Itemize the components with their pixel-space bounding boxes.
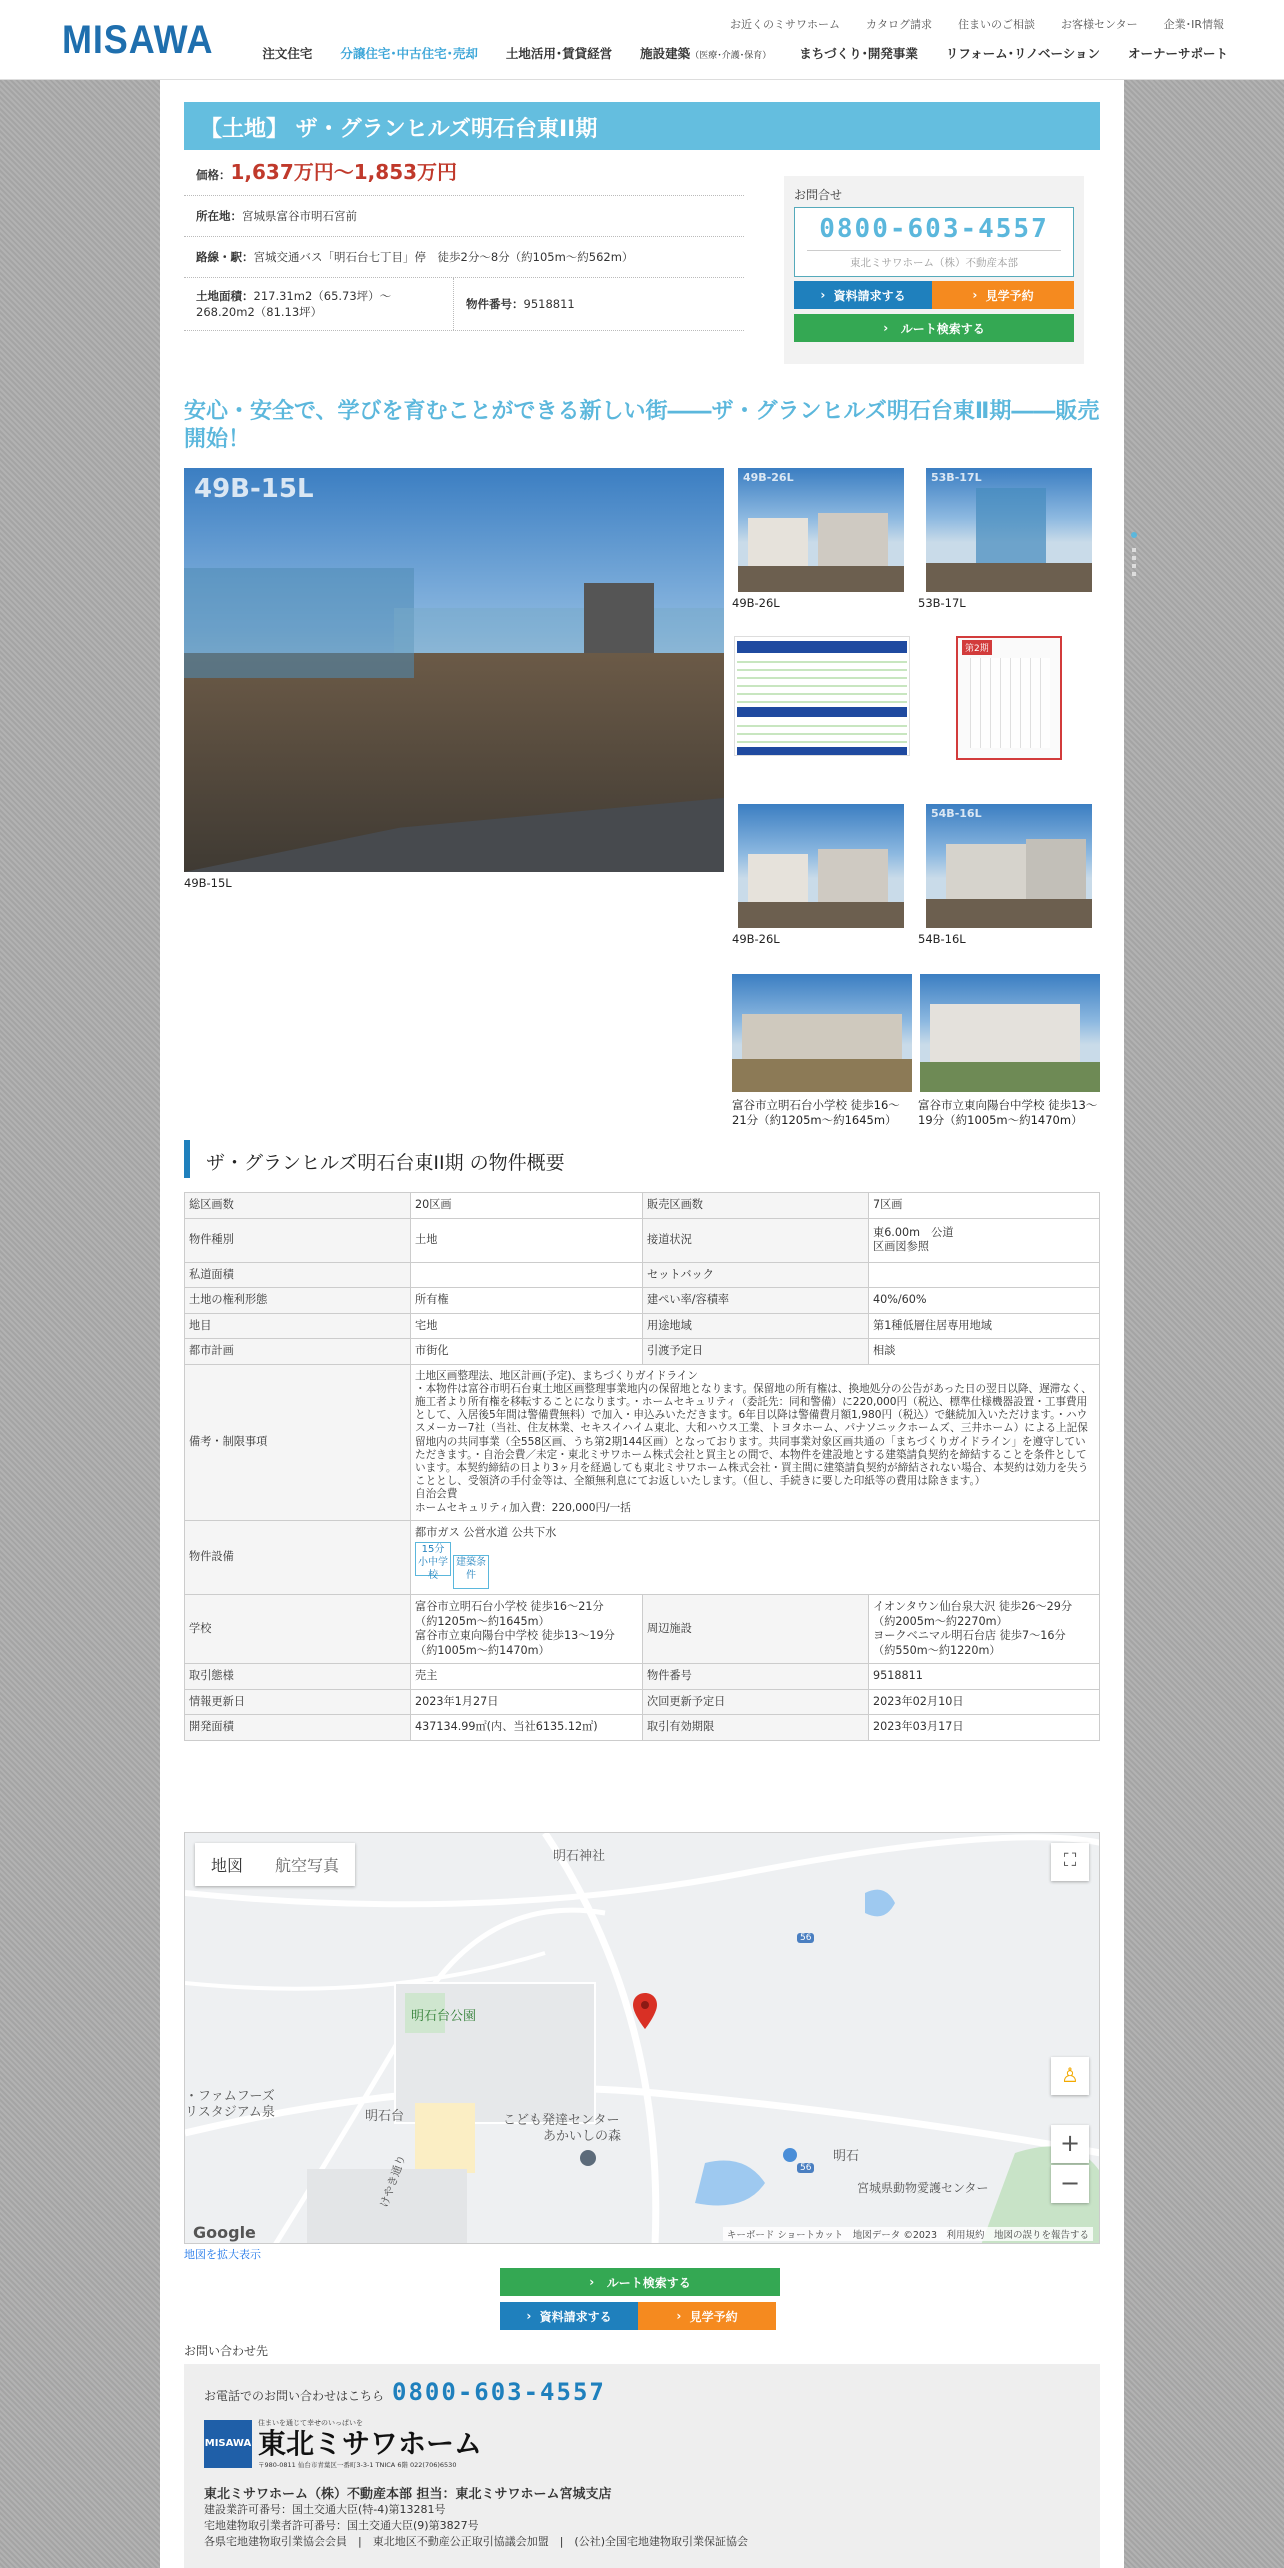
spec-label: 備考・制限事項 [185,1364,411,1520]
spec-label: 接道状況 [643,1218,869,1262]
school-photo-junior[interactable] [920,974,1100,1092]
route-button-bottom[interactable] [500,2268,780,2296]
spec-label: 周辺施設 [643,1595,869,1664]
thumb-caption: 54B-16L [918,932,966,946]
area-value: 217.31m2（65.73坪）～268.20m2（81.13坪） [196,289,392,319]
spec-label: 地目 [185,1313,411,1339]
scroll-indicator-icon[interactable] [1131,532,1137,538]
site-plan-image[interactable] [956,636,1062,760]
main-photo-caption: 49B-15L [184,876,232,890]
thumb-caption: 53B-17L [918,596,966,610]
map[interactable] [184,1832,1100,2244]
chevron-right-icon: › [676,2309,690,2323]
satellite-tab[interactable]: 航空写真 [275,1856,340,1875]
address-value: 宮城県富谷市明石宮前 [242,209,357,223]
bottom-buttons [500,2302,776,2330]
main-photo[interactable] [184,468,724,872]
spec-value: 9518811 [869,1664,1100,1690]
nav-facility-label: 施設建築 [640,46,691,61]
chevron-right-icon: › [589,2275,607,2289]
spec-label: 学校 [185,1595,411,1664]
spec-table [184,1192,1100,1741]
thumb-caption: 49B-26L [732,932,780,946]
spec-value: 第1種低層住居専用地域 [869,1313,1100,1339]
spec-value [411,1262,643,1288]
nav-reform[interactable]: リフォーム･リノベーション [945,46,1100,61]
page-title: 【土地】 ザ・グランヒルズ明石台東II期 [184,102,1100,150]
chevron-right-icon: › [526,2309,540,2323]
spec-value: 売主 [411,1664,643,1690]
table-row [185,1689,1100,1715]
contact-box [784,176,1084,364]
top-link-catalog[interactable]: カタログ請求 [866,18,933,31]
address-row [184,196,744,237]
tel-box [794,207,1074,277]
site-plan-tag: 第2期 [962,640,992,655]
route-value: 宮城交通バス「明石台七丁目」停 徒歩2分～8分（約105m～約562m） [253,250,634,264]
spec-label: 取引態様 [185,1664,411,1690]
thumb-caption: 49B-26L [732,596,780,610]
spec-value: 市街化 [411,1339,643,1365]
spec-value: 宅地 [411,1313,643,1339]
map-label: けやき通り [377,2153,409,2210]
table-row [185,1664,1100,1690]
price-row [184,160,744,196]
spec-label: 用途地域 [643,1313,869,1339]
headline: 安心・安全で、学びを育むことができる新しい街――ザ・グランヒルズ明石台東Ⅱ期――販売開始！ [184,399,1100,452]
spec-value: 所有権 [411,1288,643,1314]
route-label: 路線・駅： [196,250,254,264]
top-link-consult[interactable]: 住まいのご相談 [958,18,1036,31]
visit-button[interactable] [932,281,1074,309]
nav-owner[interactable]: オーナーサポート [1127,46,1228,61]
nav-land-use[interactable]: 土地活用･賃貸経営 [505,46,613,61]
thumb-tag: 49B-26L [743,471,794,484]
thumb-54b-16l[interactable] [926,804,1092,928]
brand-address: 〒980-0811 仙台市青葉区一番町3-3-1 TNICA 6階 022(706)6530 [258,2461,457,2469]
school-badge-icon: 15分 小中学校 [415,1542,451,1576]
map-label: あかいしの森 [543,2129,622,2144]
spec-label: セットバック [643,1262,869,1288]
request-button-label: 資料請求する [833,288,906,303]
visit-button-label: 見学予約 [985,288,1034,303]
google-logo: Google [193,2223,256,2242]
spec-label: 販売区画数 [643,1193,869,1219]
notes-line: ・本物件は富谷市明石台東土地区画整理事業地内の保留地となります。保留地の所有権は、換地処分の公告があった日の翌日以降、遅滞なく、施工者より所有権を移転することになります。・ホームセキュリティ（委託先：同和警備）に220,000円（税込、標準仕様機器設置・工事費用として、入居後5年間は警備費無料）で加入・申込みいただきます。6年目以降は警備費月額1,980円（税込）で継続加入いただけます。・ハウスメーカー7社（当社、住友林業、セキスイハイム東北、大和ハウス工業、トヨタホーム、パナソニックホームズ、三井ホーム）による上記保留地内の共同事業（全558区画、うち第2期144区画）となっております。共同事業対象区画共通の「まちづくりガイドライン」を遵守していただきます。・自治会費／未定・東北ミサワホーム株式会社と買主との間で、本物件を建設地とする建築請負契約を締結することを条件としています。本契約締結の日より3ヶ月を経過しても東北ミサワホーム株式会社・買主間に建築請負契約が締結されない場合、本契約は効力を失うこととし、受領済の手付金等は、全額無利息にてお返しいたします。（但し、手続きに要した印紙等の費用は除きます。） [415,1382,1092,1488]
map-label: 明石台 [365,2109,405,2124]
inquiry-label: お問い合わせ先 [184,2344,269,2358]
request-button-bottom[interactable] [500,2302,638,2330]
equipment-value [411,1520,1100,1595]
request-button[interactable] [794,281,932,309]
map-label: リスタジアム泉 [185,2105,275,2120]
route-button[interactable] [794,314,1074,342]
table-row [185,1313,1100,1339]
school-line: （約1205m～約1645m） [415,1614,550,1628]
table-row [185,1595,1100,1664]
footer-company: 東北ミサワホーム（株）不動産本部 担当：東北ミサワホーム宮城支店 [204,2487,612,2502]
spec-value: 相談 [869,1339,1100,1365]
nav-subdivision[interactable]: 分譲住宅･中古住宅･売却 [340,46,478,61]
spec-value: 437134.99㎡(内、当社6135.12㎡) [411,1715,643,1741]
chevron-right-icon: › [883,321,901,335]
location-pin-icon[interactable] [633,1993,657,2029]
contact-label: お問合せ [794,188,843,202]
facility-line: （約2005m～約2270m） [873,1614,1008,1628]
footer-tel[interactable]: 0800-603-4557 [392,2378,606,2406]
company-logo [204,2418,1080,2469]
chevron-right-icon: › [820,288,834,302]
map-footer[interactable]: キーボード ショートカット 地図データ ©2023 利用規約 地図の誤りを報告する [723,2227,1093,2241]
facility-line: イオンタウン仙台泉大沢 徒歩26～29分 [873,1600,1073,1614]
brand-tagline: 住まいを通じて幸せのいっぱいを [258,2419,363,2427]
propno-label: 物件番号： [466,297,524,311]
property-info [184,160,744,331]
top-links [730,16,1224,32]
contact-company: 東北ミサワホーム（株）不動産本部 [807,250,1061,270]
table-row [185,1218,1100,1262]
thumb-49b-26l[interactable] [738,468,904,592]
nav-facility-sub: （医療･介護･保育） [690,51,772,61]
thumb-53b-17l[interactable] [926,468,1092,592]
nav-facility[interactable] [640,44,771,62]
zoom-in-button[interactable]: + [1051,2125,1089,2163]
spec-value [869,1262,1100,1288]
notes-line: ホームセキュリティ加入費：220,000円/一括 [415,1501,631,1514]
spec-label: 都市計画 [185,1339,411,1365]
spec-label: 物件設備 [185,1520,411,1595]
notes-value [411,1364,1100,1520]
address-label: 所在地： [196,209,242,223]
route-row [184,237,744,278]
misawa-badge-icon: MISAWA [204,2420,252,2468]
footer-tel-label: お電話でのお問い合わせはこちら [204,2389,385,2403]
table-row [185,1262,1100,1288]
spec-value: 2023年1月27日 [411,1689,643,1715]
section-title: ザ・グランヒルズ明石台東II期 の物件概要 [184,1140,1100,1178]
facility-line: （約550m～約1220m） [873,1643,1001,1657]
price-value: 1,637万円～1,853万円 [230,160,458,184]
map-label: 明石 [833,2149,860,2164]
spec-value: 2023年03月17日 [869,1715,1100,1741]
house-badge-icon: 建築条件 [453,1555,489,1589]
spec-label: 土地の権利形態 [185,1288,411,1314]
road-line: 東6.00m 公道 [873,1225,954,1239]
spec-value: 2023年02月10日 [869,1689,1100,1715]
table-row [185,1520,1100,1595]
license-2: 宅地建物取引業者許可番号：国土交通大臣(9)第3827号 [204,2519,479,2532]
spec-label: 総区画数 [185,1193,411,1219]
license-1: 建設業許可番号：国土交通大臣(特-4)第13281号 [204,2503,446,2516]
equipment-text: 都市ガス 公営水道 公共下水 [415,1525,557,1539]
associations: 各県宅地建物取引業協会会員 | 東北地区不動産公正取引協議会加盟 | (公社)全国宅地建物取引業保証協会 [204,2535,748,2548]
table-row [185,1715,1100,1741]
map-tab[interactable]: 地図 [211,1856,244,1875]
chevron-right-icon: › [972,288,986,302]
price-list-image[interactable] [734,636,910,756]
price-label: 価格： [196,168,231,182]
top-link-ir[interactable]: 企業･IR情報 [1163,18,1224,31]
nav-town[interactable]: まちづくり･開発事業 [799,46,918,61]
thumb-tag: 53B-17L [931,471,982,484]
spec-value: 20区画 [411,1193,643,1219]
main-content [160,80,1124,2568]
visit-button-label: 見学予約 [689,2309,738,2324]
propno-value: 9518811 [523,297,575,311]
spec-value: 7区画 [869,1193,1100,1219]
school-line: 富谷市立東向陽台中学校 徒歩13～19分 [415,1629,615,1643]
map-type-tabs [195,1843,355,1886]
spec-label: 次回更新予定日 [643,1689,869,1715]
road-shield: 56 [797,1933,814,1943]
spec-label: 情報更新日 [185,1689,411,1715]
spec-label: 建ぺい率/容積率 [643,1288,869,1314]
route-button-label: ルート検索する [606,2275,691,2290]
road-shield: 56 [797,2163,814,2173]
request-button-label: 資料請求する [539,2309,612,2324]
top-link-nearby[interactable]: お近くのミサワホーム [730,18,841,31]
spec-value: 土地 [411,1218,643,1262]
school-caption-junior: 富谷市立東向陽台中学校 徒歩13～19分（約1005m～約1470m） [918,1098,1098,1127]
scroll-dots-icon [1132,548,1136,578]
school-photo-elementary[interactable] [732,974,912,1092]
road-line: 区画図参照 [873,1240,929,1253]
enlarge-map-link[interactable]: 地図を拡大表示 [184,2248,261,2261]
table-row [185,1193,1100,1219]
footer-tel-row [204,2378,1080,2406]
spec-label: 引渡予定日 [643,1339,869,1365]
school-line: （約1005m～約1470m） [415,1643,550,1657]
map-label: 明石台公園 [411,2009,477,2024]
spec-value [869,1218,1100,1262]
main-photo-tag: 49B-15L [194,474,314,504]
route-button-label: ルート検索する [900,321,985,336]
nav-custom-home[interactable]: 注文住宅 [262,46,313,61]
spec-label: 開発面積 [185,1715,411,1741]
visit-button-bottom[interactable] [638,2302,776,2330]
spec-value: 40%/60% [869,1288,1100,1314]
map-label: こども発達センター [503,2113,620,2128]
facility-line: ヨークベニマル明石台店 徒歩7～16分 [873,1629,1066,1643]
table-row [185,1364,1100,1520]
school-line: 富谷市立明石台小学校 徒歩16～21分 [415,1600,604,1614]
map-label: ・ファムフーズ [185,2089,275,2104]
school-value [411,1595,643,1664]
school-caption-elementary: 富谷市立明石台小学校 徒歩16～21分（約1205m～約1645m） [732,1098,900,1127]
thumb-49b-26l-2[interactable] [738,804,904,928]
misawa-logo[interactable]: MISAWA [62,18,214,62]
table-row [185,1339,1100,1365]
fullscreen-icon[interactable]: ⛶ [1051,1843,1089,1881]
main-nav [262,44,1228,62]
brand-name: 東北ミサワホーム [258,2427,483,2460]
table-row [185,1288,1100,1314]
spec-label: 物件種別 [185,1218,411,1262]
area-row [184,278,744,331]
site-header [0,0,1284,80]
top-link-customer[interactable]: お客様センター [1061,18,1138,31]
inquiry-footer [184,2364,1100,2568]
notes-line: 自治会費 [415,1488,458,1501]
thumb-tag: 54B-16L [931,807,982,820]
street-view-icon[interactable]: ♙ [1051,2057,1089,2095]
map-label: 宮城県動物愛護センター [857,2181,989,2195]
facility-value [869,1595,1100,1664]
spec-label: 私道面積 [185,1262,411,1288]
spec-label: 物件番号 [643,1664,869,1690]
area-label: 土地面積： [196,289,254,303]
map-label: 明石神社 [553,1849,606,1864]
zoom-out-button[interactable]: − [1051,2165,1089,2203]
tel-number[interactable]: 0800-603-4557 [819,214,1049,244]
notes-line: 土地区画整理法、地区計画(予定)、まちづくりガイドライン [415,1369,698,1382]
spec-label: 取引有効期限 [643,1715,869,1741]
